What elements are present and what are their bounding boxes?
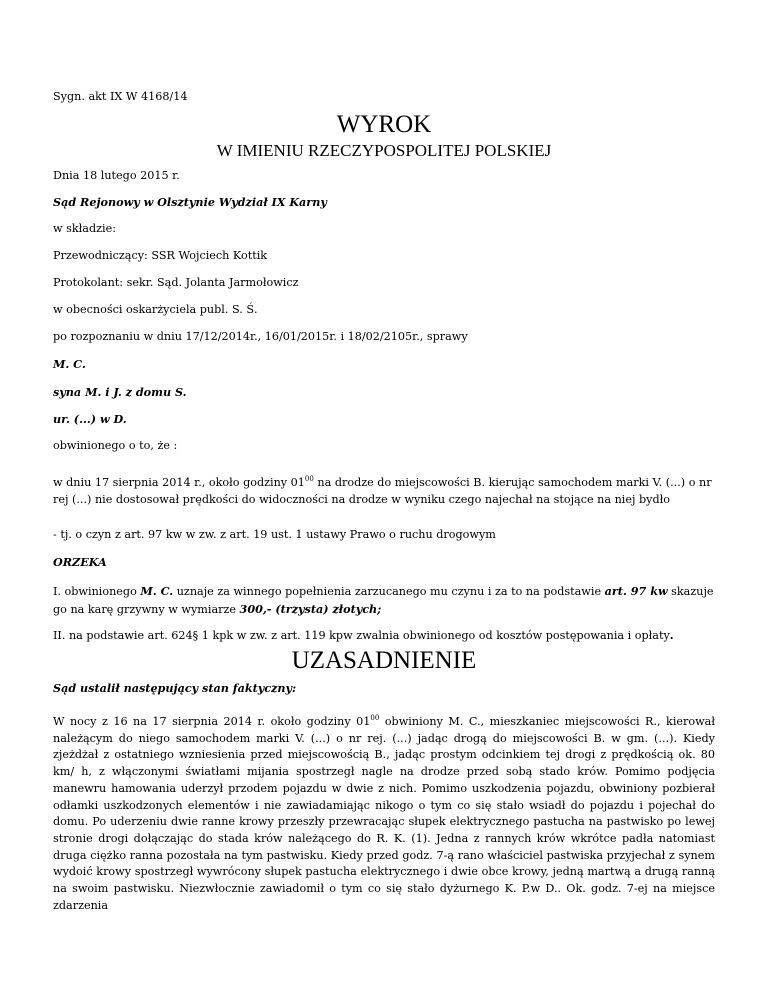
ruling-point-2: II. na podstawie art. 624§ 1 kpk w zw. z art. 119 kpw zwalnia obwinionego od kosztów postępowania i opłaty. (53, 628, 674, 642)
verdict-subtitle: W IMIENIU RZECZYPOSPOLITEJ POLSKIEJ (216, 141, 552, 160)
presiding-judge: Przewodniczący: SSR Wojciech Kottik (53, 249, 268, 262)
hearing-dates: po rozpoznaniu w dniu 17/12/2014r., 16/01/2015r. i 18/02/2105r., sprawy (53, 330, 468, 343)
defendant-name: M. C. (53, 357, 86, 371)
defendant-parents: syna M. i J. z domu S. (53, 385, 187, 399)
prosecutor: w obecności oskarżyciela publ. S. Ś. (53, 303, 258, 316)
facts-paragraph: W nocy z 16 na 17 sierpnia 2014 r. około godziny $01^{00}$ obwiniony M. C., mieszkaniec miejscowości R., kierował należącym do niego samochodem marki V. (...) o nr rej. (...) jadąc drogą do miejscowości B. w gm. (...). Kiedy zjeżdżał z ostatniego wzniesienia przed miejscowością B., jadąc prostym odcinkiem tej drogi z prędkością ok. 80 km/ h, z włączonymi światłami mijania spostrzegł nagle na drodze przed sobą stado krów. Pomimo podjęcia manewru hamowania uderzył przodem pojazdu w dwie z nich. Pomimo uszkodzenia pojazdu, obwiniony pozbierał odłamki uszkodzonych elementów i nie zawiadamiając nikogo o tym co się stało wsiadł do pojazdu i pojechał do domu. Po uderzeniu dwie ranne krowy przeszły przewracając słupek elektrycznego pastucha na pastwisko po lewej stronie drogi dołączając do stada krów należącego do R. K. (1). Jedna z rannych krów wkrótce padła natomiast druga ciężko ranna pozostała na tym pastwisku. Kiedy przed godz. 7-ą rano właściciel pastwiska przyjechał z synem wydoić krowy spostrzegł wywrócony słupek pastucha elektrycznego i dwie obce krowy, jedną martwą a drugą ranną na swoim pastwisku. Niezwłocznie zawiadomił o tym co się stało dyżurnego K. P.w D.. Ok. godz. 7-ej na miejsce zdarzenia (53, 714, 715, 912)
date-line: Dnia 18 lutego 2015 r. (53, 169, 180, 182)
composition-label: w składzie: (53, 222, 116, 235)
justification-title: UZASADNIENIE (291, 647, 477, 674)
charged-intro: obwinionego o to, że : (53, 439, 178, 452)
clerk: Protokolant: sekr. Sąd. Jolanta Jarmołowicz (53, 276, 299, 289)
ruling-point-1: I. obwinionego M. C. uznaje za winnego popełnienia zarzucanego mu czynu i za to na podstawie art. 97 kw skazuje go na karę grzywny w wymiarze 300,- (trzysta) złotych; (53, 584, 714, 616)
ruling-heading: ORZEKA (53, 555, 107, 569)
facts-heading: Sąd ustalił następujący stan faktyczny: (53, 681, 297, 695)
verdict-title: WYROK (336, 111, 432, 138)
case-signature: Sygn. akt IX W 4168/14 (53, 90, 188, 103)
defendant-born: ur. (...) w D. (53, 412, 127, 426)
legal-basis: - tj. o czyn z art. 97 kw w zw. z art. 19 ust. 1 ustawy Prawo o ruchu drogowym (53, 528, 496, 541)
court-name: Sąd Rejonowy w Olsztynie Wydział IX Karny (53, 195, 327, 209)
charge-text: w dniu 17 sierpnia 2014 r., około godziny $01^{00}$ na drodze do miejscowości B. kierując samochodem marki V. (...) o nr rej (...) nie dostosował prędkości do widoczności na drodze w wyniku czego najechał na stojące na niej bydło (53, 475, 712, 506)
